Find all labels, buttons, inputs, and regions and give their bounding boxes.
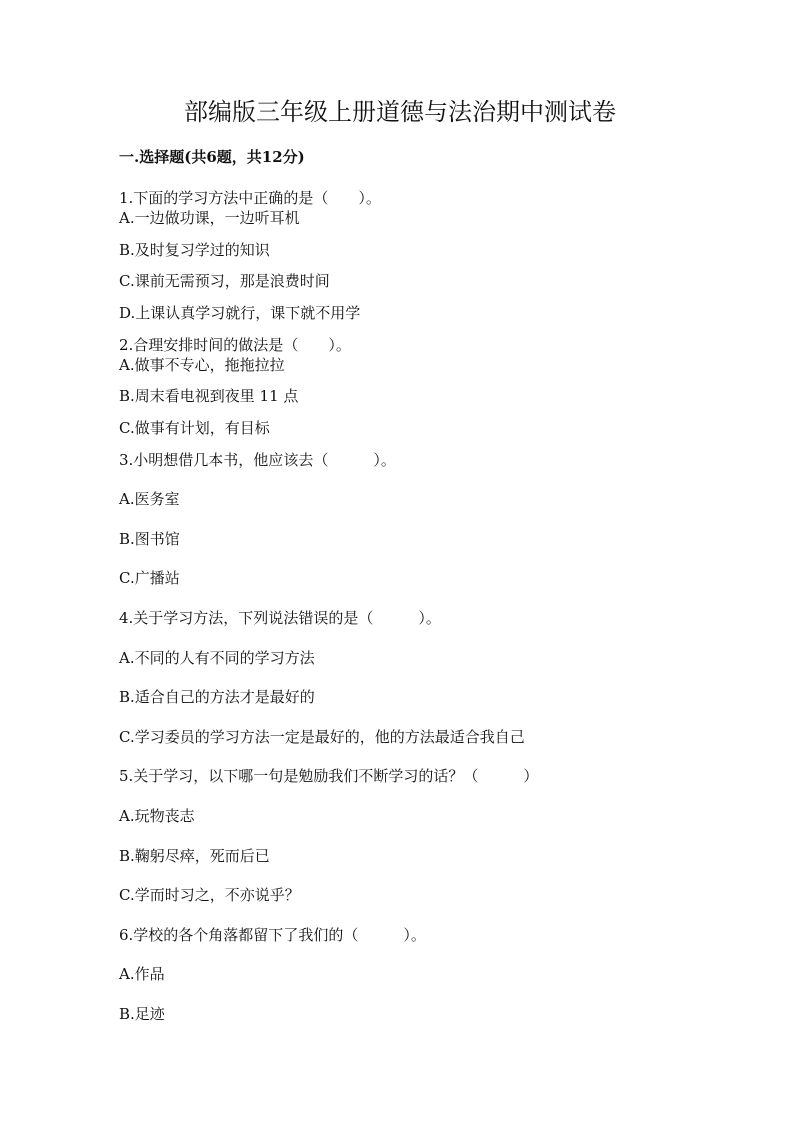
- option: B.图书馆: [119, 530, 180, 548]
- section-heading: 一.选择题(共6题，共12分): [119, 148, 305, 166]
- option: C.学而时习之，不亦说乎？: [119, 886, 300, 904]
- page-title: 部编版三年级上册道德与法治期中测试卷: [184, 98, 616, 126]
- option: B.适合自己的方法才是最好的: [119, 688, 315, 706]
- option: A.一边做功课，一边听耳机: [119, 209, 300, 227]
- question-stem: 6.学校的各个角落都留下了我们的（ ）。: [119, 926, 426, 944]
- option: C.学习委员的学习方法一定是最好的，他的方法最适合我自己: [119, 728, 525, 746]
- option: A.玩物丧志: [119, 807, 195, 825]
- question-stem: 5.关于学习，以下哪一句是勉励我们不断学习的话？（ ）: [119, 767, 539, 785]
- option: A.做事不专心，拖拖拉拉: [119, 356, 285, 374]
- option: B.足迹: [119, 1005, 165, 1023]
- question-stem: 3.小明想借几本书，他应该去（ ）。: [119, 451, 396, 469]
- option: C.做事有计划，有目标: [119, 419, 270, 437]
- option: B.及时复习学过的知识: [119, 241, 270, 259]
- option: D.上课认真学习就行，课下就不用学: [119, 304, 361, 322]
- question-stem: 4.关于学习方法，下列说法错误的是（ ）。: [119, 609, 441, 627]
- question-stem: 1.下面的学习方法中正确的是（ ）。: [119, 189, 381, 207]
- option: C.广播站: [119, 569, 180, 587]
- option: A.医务室: [119, 490, 180, 508]
- option: B.鞠躬尽瘁，死而后已: [119, 847, 270, 865]
- option: A.不同的人有不同的学习方法: [119, 649, 315, 667]
- option: C.课前无需预习，那是浪费时间: [119, 272, 330, 290]
- option: B.周末看电视到夜里 11 点: [119, 387, 299, 405]
- question-stem: 2.合理安排时间的做法是（ ）。: [119, 336, 351, 354]
- option: A.作品: [119, 965, 165, 983]
